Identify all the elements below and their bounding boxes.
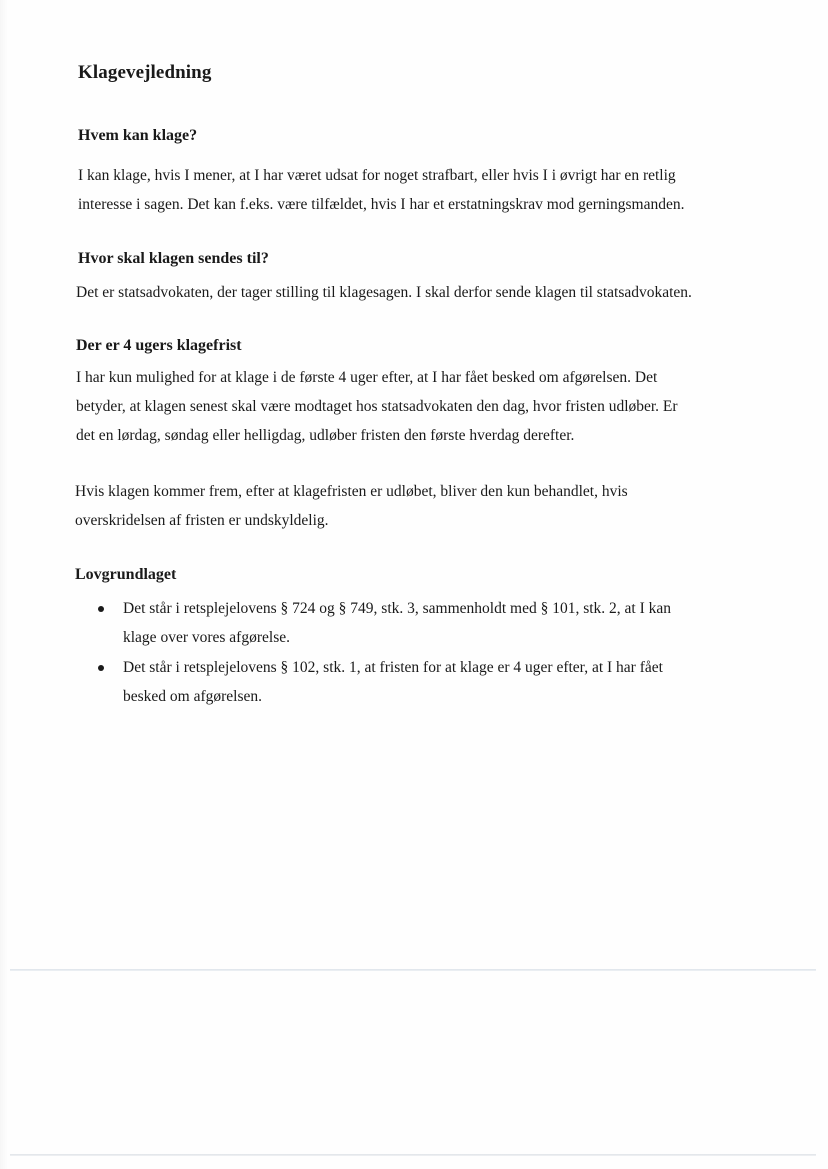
paragraph-line: Hvis klagen kommer frem, efter at klagefristen er udløbet, bliver den kun behandlet, hvis (75, 483, 628, 500)
section-paragraph-who-can-complain (78, 161, 685, 219)
paragraph-line: det en lørdag, søndag eller helligdag, udløber fristen den første hverdag derefter. (76, 427, 575, 444)
paragraph-line: I kan klage, hvis I mener, at I har været udsat for noget strafbart, eller hvis I i øvrigt har en retlig (78, 167, 676, 184)
paragraph-line: interesse i sagen. Det kan f.eks. være tilfældet, hvis I har et erstatningskrav mod gerningsmanden. (78, 196, 685, 213)
section-heading-legal-basis: Lovgrundlaget (75, 566, 177, 583)
section-paragraph-deadline (76, 363, 678, 450)
list-item-line: Det står i retsplejelovens § 102, stk. 1, at fristen for at klage er 4 uger efter, at I har fået (123, 659, 663, 676)
section-heading-who-can-complain: Hvem kan klage? (78, 127, 198, 144)
list-item (98, 653, 671, 711)
page-divider-line (10, 969, 816, 971)
section-paragraph-where-to-send (76, 278, 692, 307)
paragraph-line: betyder, at klagen senest skal være modtaget hos statsadvokaten den dag, hvor fristen udløber. Er (76, 398, 678, 415)
list-item-line: besked om afgørelsen. (123, 688, 263, 705)
bullet-icon (98, 606, 104, 612)
section-heading-where-to-send: Hvor skal klagen sendes til? (78, 250, 269, 267)
list-item (98, 594, 671, 652)
paragraph-line: overskridelsen af fristen er undskyldelig. (75, 512, 329, 529)
section-paragraph-late-complaint (75, 477, 628, 535)
bullet-icon (98, 665, 104, 671)
list-item-line: klage over vores afgørelse. (123, 629, 290, 646)
page-bottom-edge-line (10, 1154, 816, 1156)
paragraph-line: I har kun mulighed for at klage i de første 4 uger efter, at I har fået besked om afgørelsen. Det (76, 369, 658, 386)
legal-basis-list (98, 594, 671, 712)
document-title: Klagevejledning (78, 62, 212, 83)
list-item-line: Det står i retsplejelovens § 724 og § 749, stk. 3, sammenholdt med § 101, stk. 2, at I kan (123, 600, 672, 617)
section-heading-deadline: Der er 4 ugers klagefrist (76, 337, 242, 354)
paragraph-line: Det er statsadvokaten, der tager stilling til klagesagen. I skal derfor sende klagen til statsadvokaten. (76, 284, 692, 301)
scan-edge-shadow (0, 0, 8, 1169)
